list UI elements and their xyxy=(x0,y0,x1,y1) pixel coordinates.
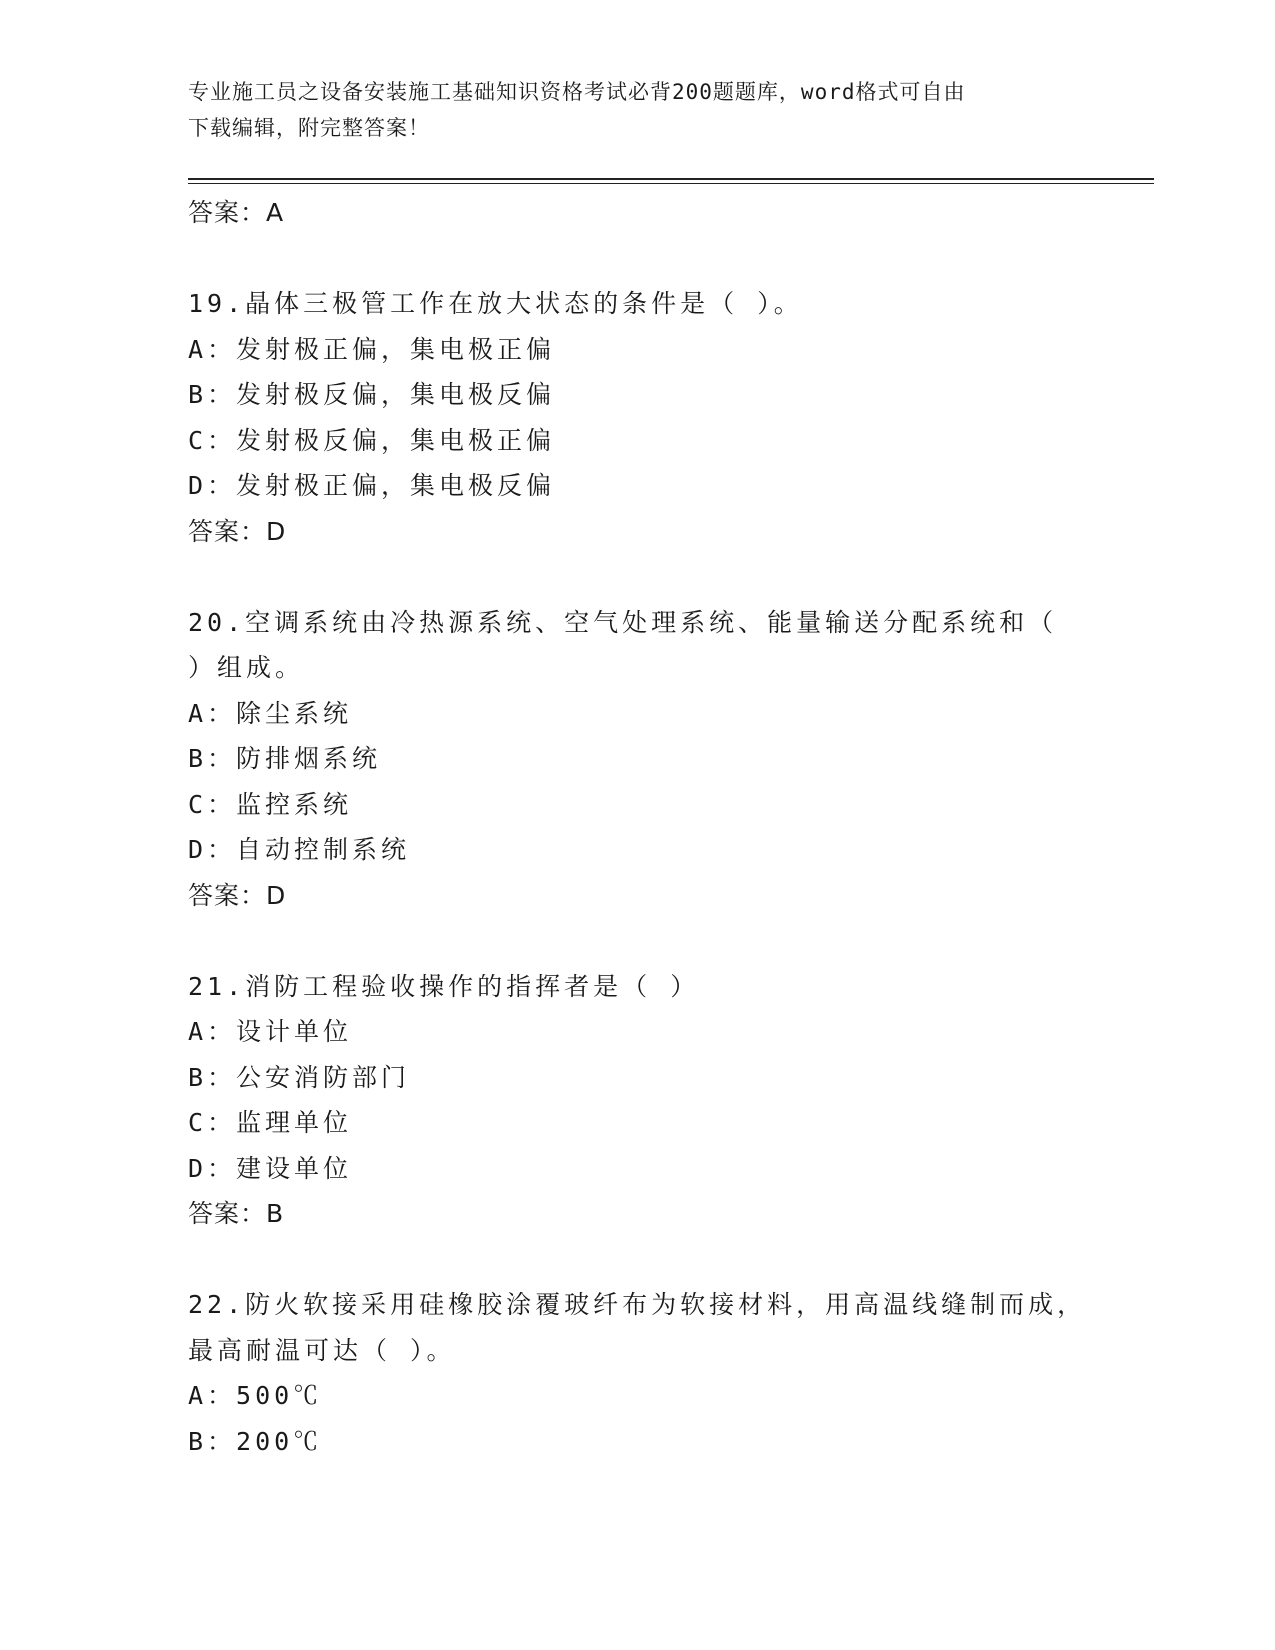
answer-line: 答案：B xyxy=(188,1199,285,1228)
header-line-1: 专业施工员之设备安装施工基础知识资格考试必背200题题库，word格式可自由 xyxy=(188,80,966,104)
header-line-2: 下载编辑，附完整答案！ xyxy=(188,116,430,140)
option-d: D：自动控制系统 xyxy=(188,835,411,864)
option-d: D：建设单位 xyxy=(188,1153,353,1183)
question-stem: 22.防火软接采用硅橡胶涂覆玻纤布为软接材料，用高温线缝制而成， xyxy=(188,1290,1087,1319)
question-21 xyxy=(188,964,1088,1237)
option-c: C：监控系统 xyxy=(188,789,353,819)
option-a: A：500℃ xyxy=(188,1381,323,1410)
question-22 xyxy=(188,1282,1088,1464)
question-stem: 20.空调系统由冷热源系统、空气处理系统、能量输送分配系统和（ xyxy=(188,607,1058,637)
option-b: B：200℃ xyxy=(188,1426,323,1456)
header-divider-thin xyxy=(188,183,1154,184)
question-stem: 21.消防工程验收操作的指挥者是（ ） xyxy=(188,971,700,1001)
option-b: B：发射极反偏，集电极反偏 xyxy=(188,380,556,409)
option-b: B：防排烟系统 xyxy=(188,744,382,773)
answer-line: 答案：D xyxy=(188,516,287,546)
option-c: C：监理单位 xyxy=(188,1108,353,1137)
answer-line: 答案：D xyxy=(188,880,287,910)
question-19 xyxy=(188,281,1088,554)
option-d: D：发射极正偏，集电极反偏 xyxy=(188,471,556,500)
option-c: C：发射极反偏，集电极正偏 xyxy=(188,425,556,455)
document-header xyxy=(188,74,1088,146)
question-stem-continued: 最高耐温可达（ ）。 xyxy=(188,1335,456,1365)
option-b: B：公安消防部门 xyxy=(188,1062,411,1092)
header-divider xyxy=(188,178,1154,180)
question-list xyxy=(188,190,1088,1464)
option-a: A：除尘系统 xyxy=(188,698,353,728)
option-a: A：设计单位 xyxy=(188,1017,353,1046)
question-20 xyxy=(188,600,1088,919)
option-a: A：发射极正偏，集电极正偏 xyxy=(188,334,556,364)
question-stem: 19.晶体三极管工作在放大状态的条件是（ ）。 xyxy=(188,289,803,318)
question-stem-continued: ）组成。 xyxy=(188,653,305,682)
previous-answer: 答案：A xyxy=(188,198,285,227)
